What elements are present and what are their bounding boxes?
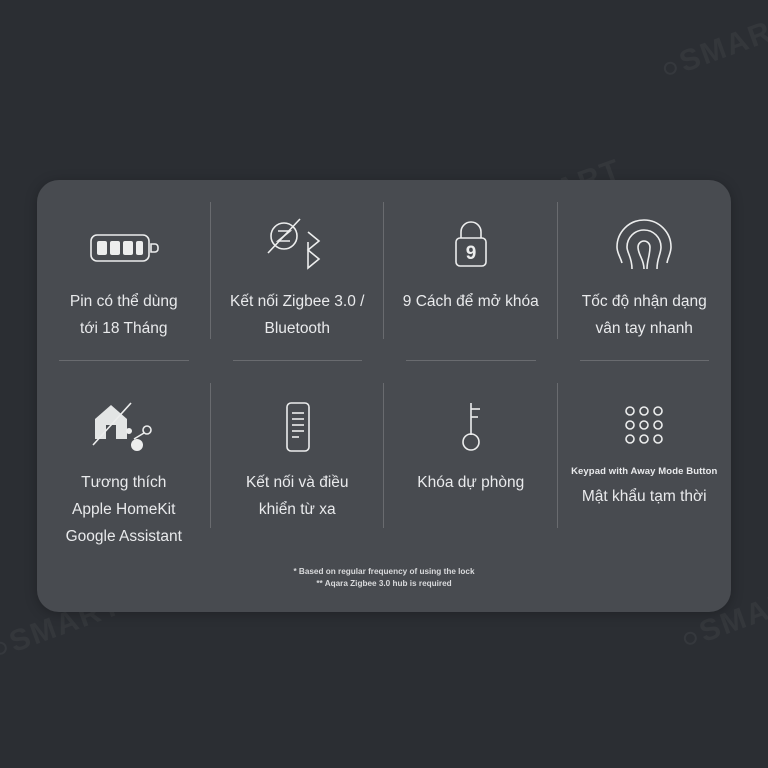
feature-heading: Keypad with Away Mode Button	[571, 466, 718, 477]
feature-cell-temporary-password	[558, 361, 732, 550]
feature-cell-platform-support	[37, 361, 211, 550]
feature-grid	[37, 180, 731, 550]
feature-cell-backup-key	[384, 361, 558, 550]
feature-caption: Mật khẩu tạm thời	[581, 488, 707, 505]
footnotes	[37, 566, 731, 590]
feature-caption: Khóa dự phòng	[417, 474, 525, 491]
watermark-dot-icon	[0, 640, 9, 657]
watermark	[658, 8, 768, 86]
feature-card	[37, 180, 731, 612]
watermark-dot-icon	[662, 60, 679, 77]
footnote-1: * Based on regular frequency of using the lock	[293, 567, 475, 576]
feature-caption: Pin có thể dùng tới 18 Tháng	[69, 293, 178, 337]
svg-text:9: 9	[465, 243, 477, 264]
feature-caption: Tương thích Apple HomeKit Google Assistant	[65, 474, 182, 545]
feature-cell-remote-control	[211, 361, 385, 550]
watermark-dot-icon	[682, 630, 699, 647]
feature-cell-battery	[37, 180, 211, 361]
homekit-house-icon	[85, 391, 163, 465]
smartphone-remote-icon	[273, 391, 321, 465]
feature-cell-fingerprint	[558, 180, 732, 361]
keypad-icon	[611, 391, 677, 465]
fingerprint-icon	[611, 210, 677, 284]
feature-caption: Kết nối Zigbee 3.0 / Bluetooth	[230, 293, 365, 337]
feature-caption: Tốc độ nhận dạng vân tay nhanh	[581, 293, 707, 337]
footnote-2: ** Aqara Zigbee 3.0 hub is required	[316, 579, 452, 588]
padlock-nine-icon	[441, 210, 501, 284]
zigbee-bluetooth-icon	[258, 210, 336, 284]
feature-caption: Kết nối và điều khiển từ xa	[245, 474, 349, 518]
backup-key-icon	[449, 391, 493, 465]
feature-cell-unlock-methods	[384, 180, 558, 361]
feature-caption: 9 Cách để mở khóa	[402, 293, 539, 310]
battery-icon	[85, 210, 163, 284]
feature-cell-connectivity	[211, 180, 385, 361]
